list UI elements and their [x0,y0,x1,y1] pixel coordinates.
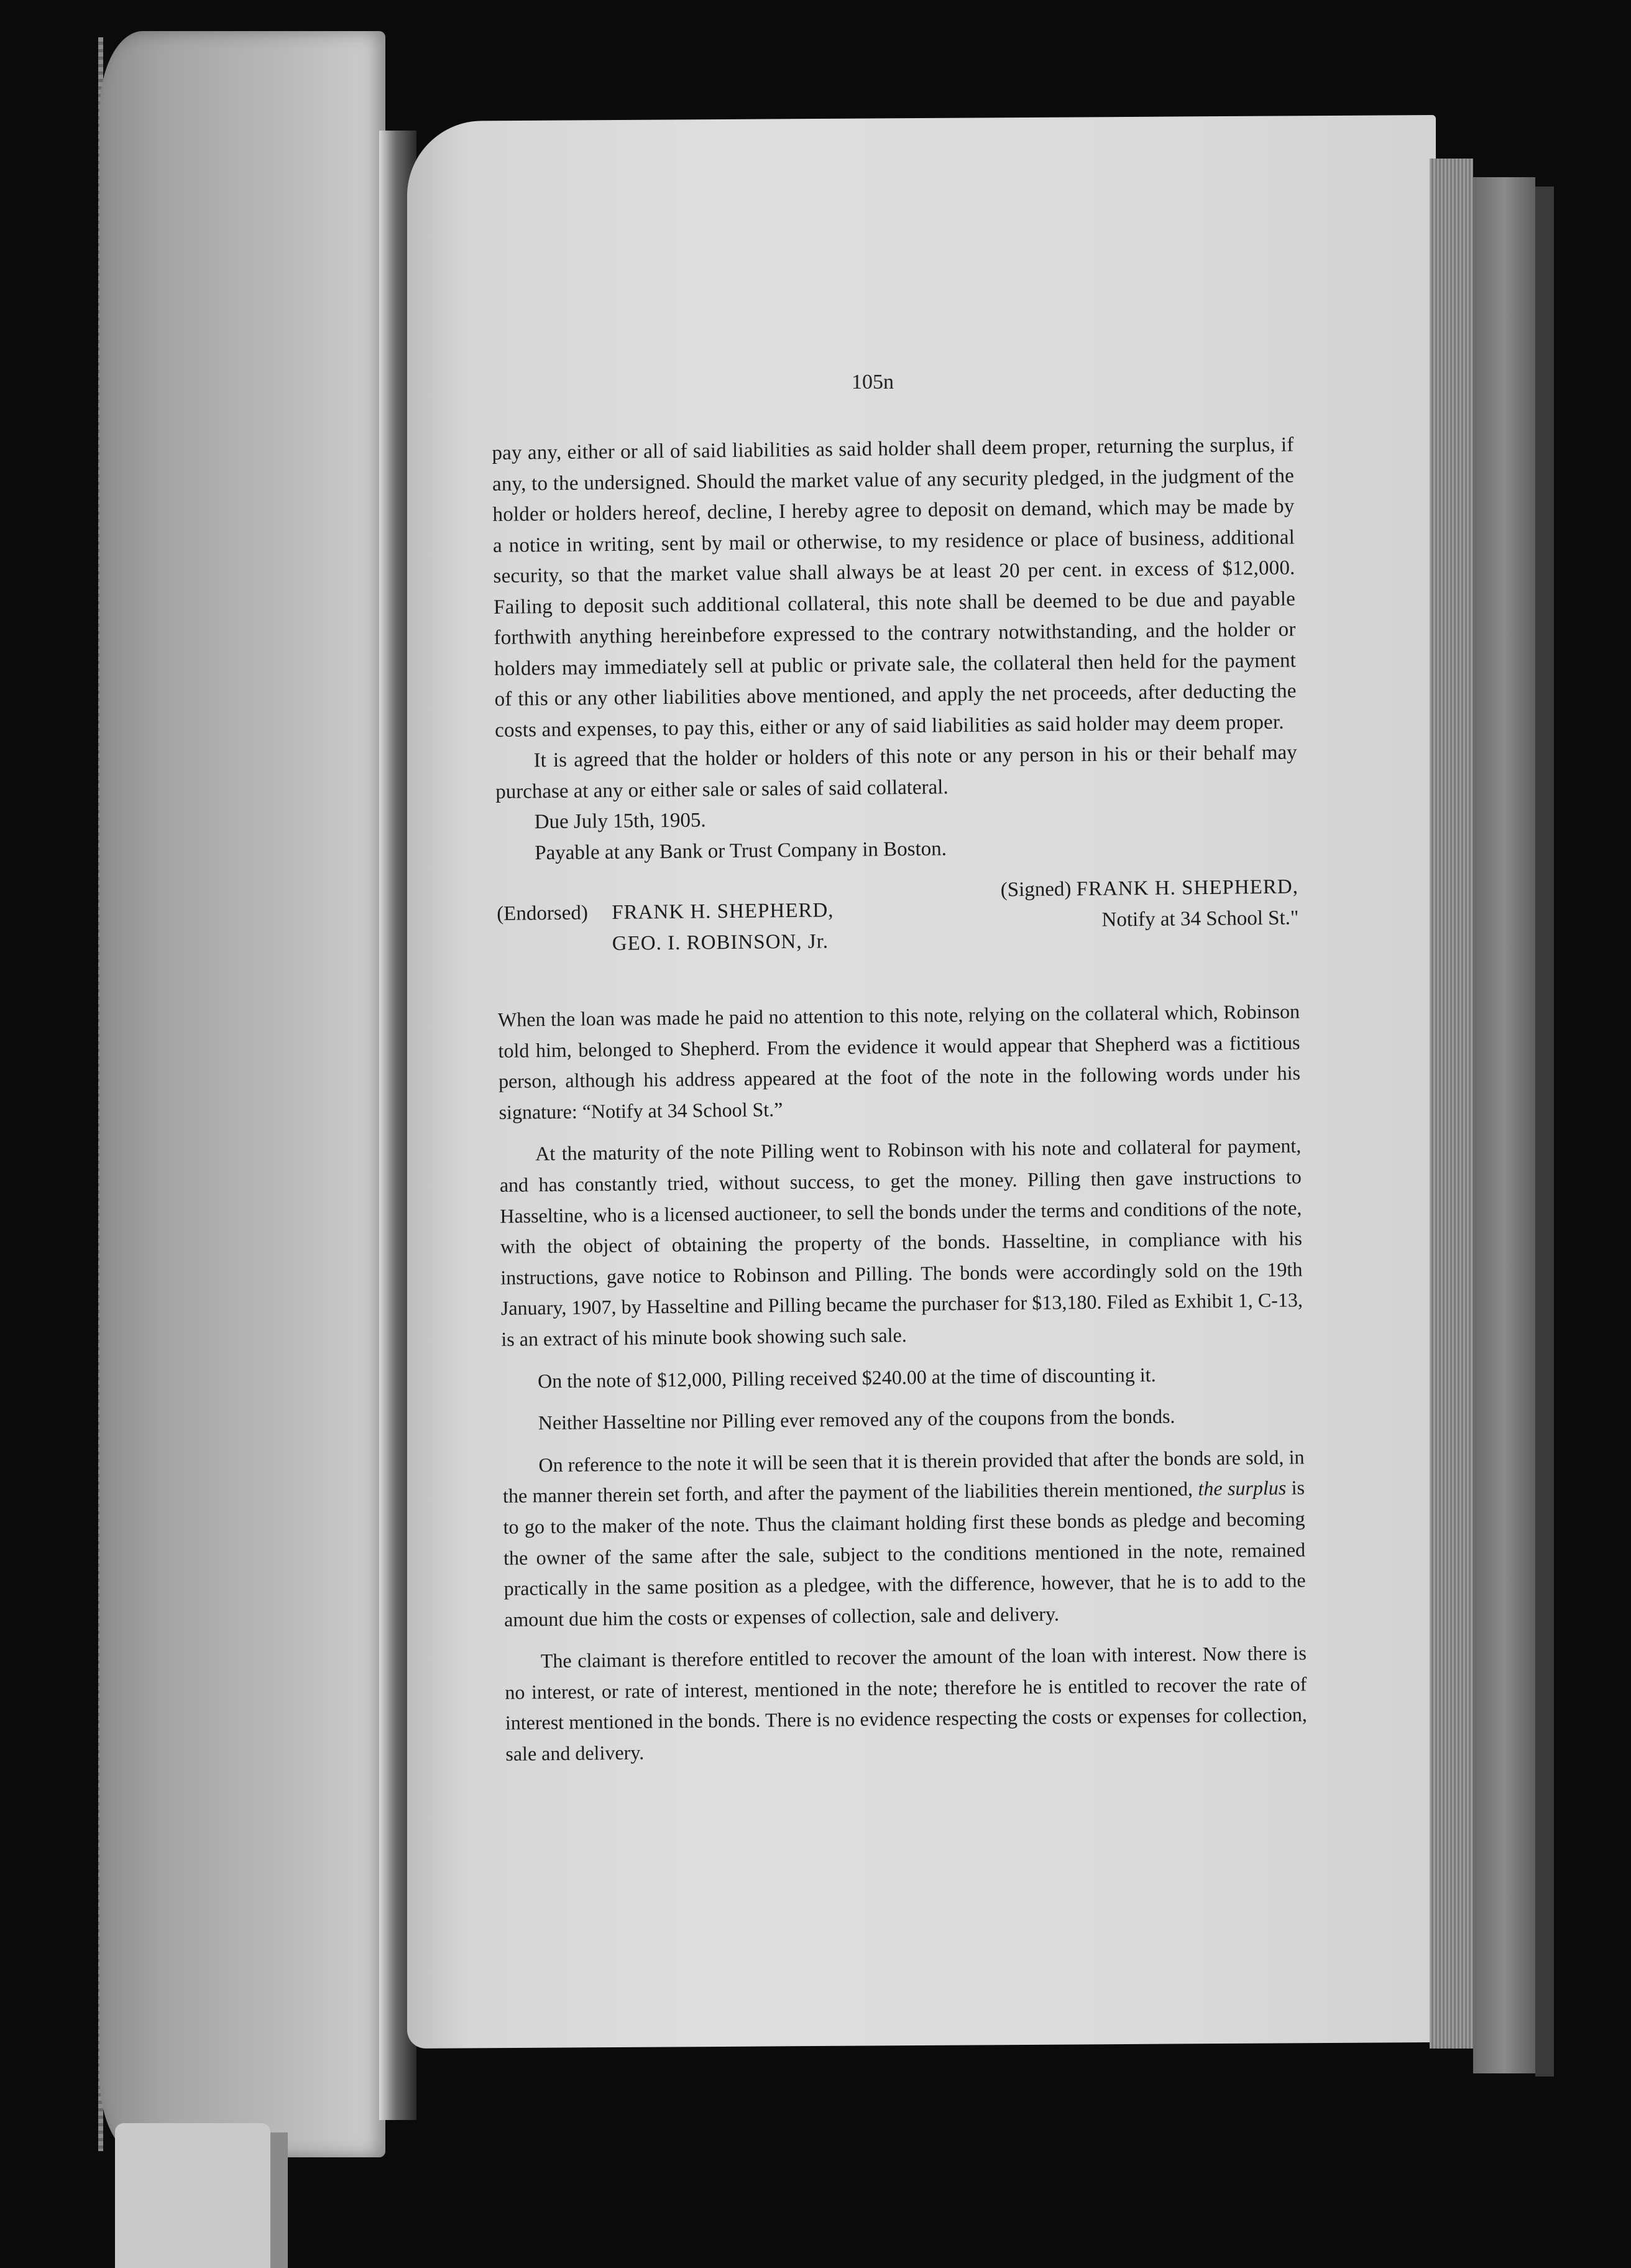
left-page [99,31,385,2157]
notify-address: Notify at 34 School St." [1101,906,1299,931]
narrative-section [498,996,1308,1769]
endorsed-block [497,894,945,961]
narrative-paragraph-2: At the maturity of the note Pilling went to Robinson with his note and collateral for payment, and has constantly tried, without success, to get the money. Pilling then gave instructions to Hasseltine, who is a licensed auctioneer, to sell the bonds under the terms and conditions of the note, with the object of obtaining the property of the bonds. Hasseltine, in compliance with his instructions, gave notice to Robinson and Pilling. The bonds were accordingly sold on the 19th January, 1907, by Hasseltine and Pilling became the purchaser for $13,180. Filed as Exhibit 1, C-13, is an extract of his minute book showing such sale. [499,1134,1303,1350]
note-paragraph-2: It is agreed that the holder or holders of this note or any person in his or their behalf may purchase at any or either sale or sales of said collateral. [495,741,1297,803]
narrative-paragraph-6: The claimant is therefore entitled to recover the amount of the loan with interest. Now there is no interest, or rate of interest, mentioned in the note; therefore he is entitled to recover the rate of interest mentioned in the bonds. There is no evidence respecting the costs or expenses for collection, sale and delivery. [505,1641,1308,1765]
narrative-p5-start: On reference to the note it will be seen that it is therein provided that after the bonds are sold, in the manner therein set forth, and after the payment of the liabilities therein mentioned, [502,1445,1305,1508]
book-cover-edge [1535,187,1554,2077]
endorser-name-2: GEO. I. ROBINSON, Jr. [612,929,829,955]
narrative-p5-end: is to go to the maker of the note. Thus the claimant holding first these bonds as pledge and becoming the owner of the same after the sale, subject to the conditions mentioned in the note, remained practically in the same position as a pledgee, with the difference, however, that he is to add to the amount due him the costs or expenses of collection, sale and delivery. [503,1476,1306,1631]
narrative-paragraph-3: On the note of $12,000, Pilling received $240.00 at the time of discounting it. [537,1363,1156,1392]
narrative-paragraph-5 [502,1442,1306,1635]
page-number: 105n [852,371,894,394]
signed-label: (Signed) [1000,878,1072,901]
signed-block [1001,872,1299,936]
narrative-p5-italic: the surplus [1198,1477,1287,1500]
narrative-paragraph-1: When the loan was made he paid no attention to this note, relying on the collateral which, Robinson told him, belonged to Shepherd. From the evidence it would appear that Shepherd was a fictitious person, although his address appeared at the foot of the note in the following words under his signature: “Notify at 34 School St.” [497,1000,1301,1123]
bottom-tab-edge [270,2132,288,2268]
note-paragraph-1: pay any, either or all of said liabilities as said holder shall deem proper, returning the surplus, if any, to the undersigned. Should the market value of any security pledged, in the judgment of the holder or holders hereof, decline, I hereby agree to deposit on demand, which may be made by a notice in writing, sent by mail or otherwise, to my residence or place of business, additional security, so that the market value shall always be at least 20 per cent. in excess of $12,000. Failing to deposit such additional collateral, this note shall be deemed to be due and payable forthwith anything hereinbefore expressed to the contrary notwithstanding, and the holder or holders may immediately sell at public or private sale, the collateral then held for the payment of this or any other liabilities above mentioned, and apply the net proceeds, after deducting the costs and expenses, to pay this, either or any of said liabilities as said holder may deem proper. [492,433,1297,742]
note-due-date: Due July 15th, 1905. [534,809,706,834]
endorser-name-1: FRANK H. SHEPHERD, [612,899,834,924]
page-stack [1430,159,1473,2049]
page-text [491,355,1308,1781]
book-cover [1473,177,1535,2073]
signer-name: FRANK H. SHEPHERD, [1076,875,1299,901]
note-payable: Payable at any Bank or Trust Company in Boston. [535,837,947,864]
endorsed-label: (Endorsed) [497,901,589,925]
signature-block [497,872,1300,985]
bottom-tab [115,2123,270,2268]
narrative-paragraph-4: Neither Hasseltine nor Pilling ever removed any of the coupons from the bonds. [538,1404,1175,1434]
